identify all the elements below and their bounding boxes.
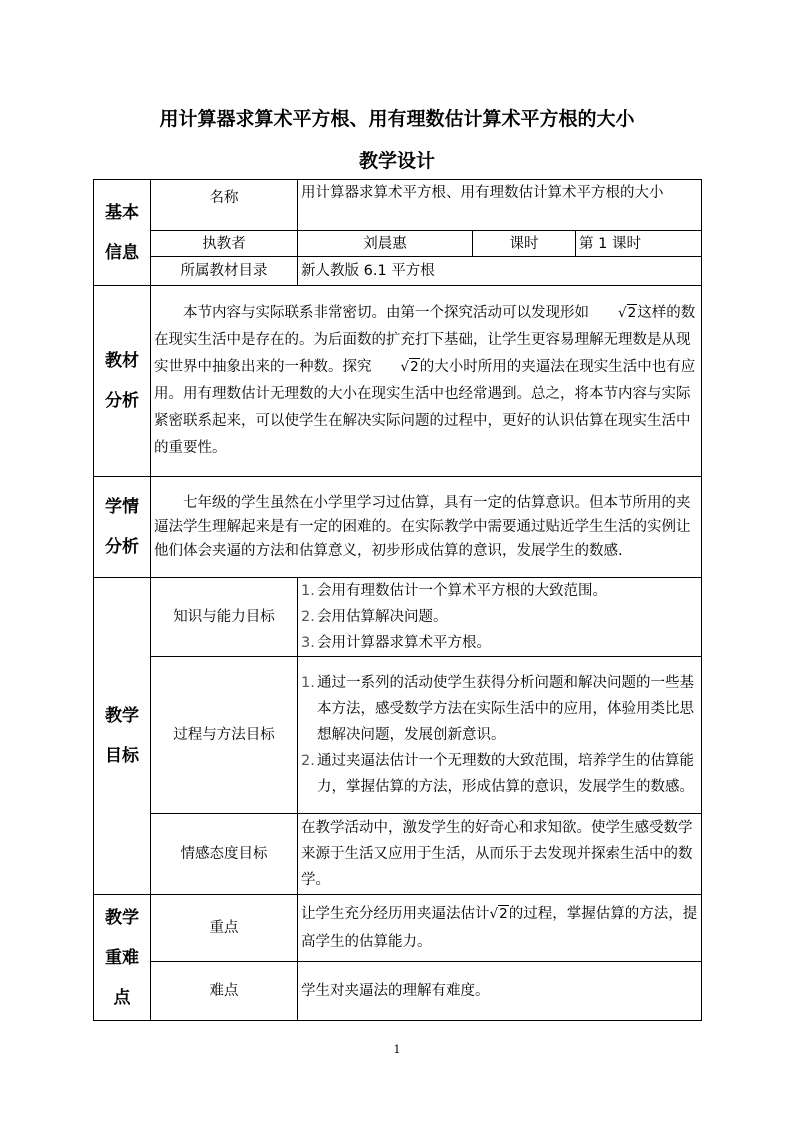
difficult-point-text: 学生对夹逼法的理解有难度。 [298, 962, 702, 1021]
page-number: 1 [393, 1043, 401, 1056]
goals-header-line1: 教学 [105, 706, 139, 726]
document-subtitle: 教学设计 [358, 150, 435, 172]
emotion-goal-text: 在教学活动中，激发学生的好奇心和求知欲。使学生感受数学来源于生活又应用于生活，从而乐于去发现并探索生活中的数学。 [298, 814, 702, 895]
list-item: 3. 会用计算器求算术平方根。 [301, 635, 491, 651]
material-header-line2: 分析 [105, 391, 139, 411]
teacher-label: 执教者 [151, 231, 298, 257]
sqrt2-expression: √2 [400, 359, 419, 375]
list-item: 1. 通过一系列的活动使学生获得分析问题和解决问题的一些基本方法，感受数学方法在实际生活中的应用，体验用类比思想解决问题，发展创新意识。 [301, 675, 694, 743]
teacher-value: 刘晨惠 [298, 231, 473, 257]
student-header-line2: 分析 [105, 537, 139, 557]
emotion-goal-label: 情感态度目标 [151, 814, 298, 895]
name-value: 用计算器求算术平方根、用有理数估计算术平方根的大小 [298, 180, 702, 231]
lesson-plan-table [93, 179, 702, 1021]
basic-info-header [94, 180, 151, 286]
catalog-value: 新人教版 6.1 平方根 [298, 257, 702, 286]
period-label: 课时 [473, 231, 576, 257]
key-point-text: 让学生充分经历用夹逼法估计√2的过程，掌握估算的方法，提高学生的估算能力。 [298, 895, 702, 962]
key-points-header [94, 895, 151, 1021]
material-header-line1: 教材 [105, 351, 139, 371]
knowledge-goal-list [298, 578, 702, 657]
student-header-line1: 学情 [105, 497, 139, 517]
basic-header-line1: 基本 [105, 202, 139, 223]
material-analysis-header [94, 286, 151, 477]
document-title: 用计算器求算术平方根、用有理数估计算术平方根的大小 [159, 108, 635, 130]
material-text-part2: 这样的数在现实生活中是存在的。为后面数的扩充打下基础，让学生更容易理解无理数是从现实世界中抽象出来的一种数。探究 [154, 305, 696, 375]
material-analysis-text [151, 286, 702, 477]
student-analysis-text: 七年级的学生虽然在小学里学习过估算，具有一定的估算意识。但本节所用的夹逼法学生理解起来是有一定的困难的。在实际教学中需要通过贴近学生生活的实例让他们体会夹逼的方法和估算意义，初步形成估算的意识，发展学生的数感. [151, 477, 702, 578]
student-analysis-header [94, 477, 151, 578]
key-header-line3: 点 [113, 987, 131, 1008]
basic-header-line2: 信息 [105, 242, 139, 263]
process-goal-list [298, 657, 702, 814]
key-point-label: 重点 [151, 895, 298, 962]
difficult-point-label: 难点 [151, 962, 298, 1021]
process-goal-label: 过程与方法目标 [151, 657, 298, 814]
material-text-part3: 的大小时所用的夹逼法在现实生活中也有应用。用有理数估计无理数的大小在现实生活中也经常遇到。总之，将本节内容与实际紧密联系起来，可以使学生在解决实际问题的过程中，更好的认识估算在现实生活中的重要性。 [154, 359, 696, 456]
period-value: 第 1 课时 [576, 231, 702, 257]
list-item: 1. 会用有理数估计一个算术平方根的大致范围。 [301, 583, 607, 599]
material-text-part1: 本节内容与实际联系非常密切。由第一个探究活动可以发现形如 [183, 305, 589, 321]
goals-header-line2: 目标 [105, 746, 139, 766]
key-header-line1: 教学 [105, 907, 139, 928]
list-item: 2. 会用估算解决问题。 [301, 609, 448, 625]
list-item: 2. 通过夹逼法估计一个无理数的大致范围，培养学生的估算能力，掌握估算的方法，形成估算的意识，发展学生的数感。 [301, 753, 694, 795]
knowledge-goal-label: 知识与能力目标 [151, 578, 298, 657]
catalog-label: 所属教材目录 [151, 257, 298, 286]
sqrt2-expression: √2 [489, 906, 508, 922]
name-label: 名称 [151, 180, 298, 231]
sqrt2-expression: √2 [618, 305, 637, 321]
key-header-line2: 重难 [105, 947, 139, 968]
teaching-goals-header [94, 578, 151, 895]
